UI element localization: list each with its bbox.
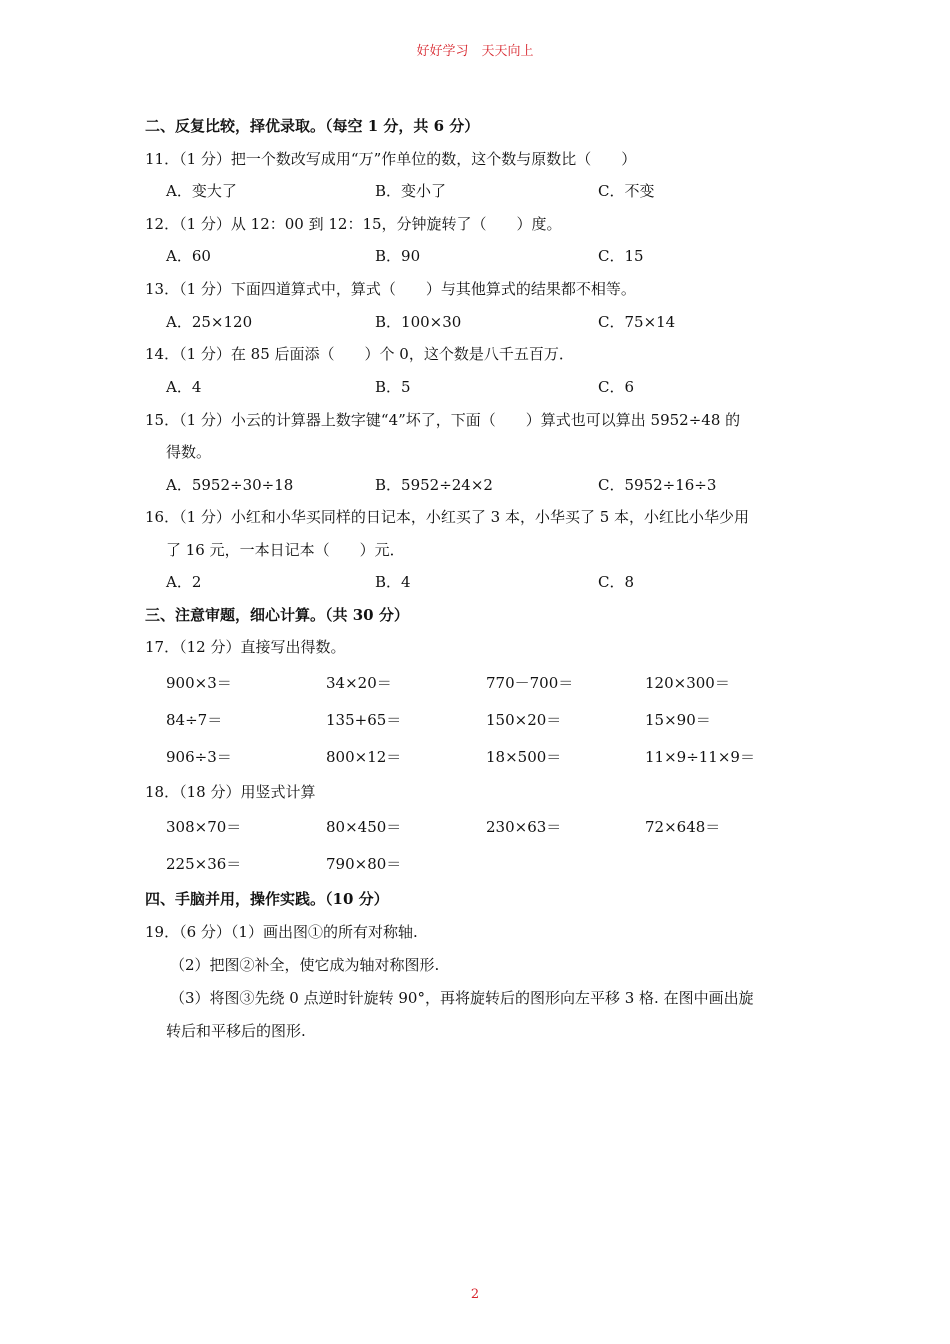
question-11: 11．（1 分）把一个数改写成用“万”作单位的数，这个数与原数比（ ） [145,150,637,168]
q12-option-c: C．15 [598,247,644,265]
q17-item: 150×20＝ [486,711,562,729]
q12-option-a: A．60 [166,247,211,265]
q18-item: 72×648＝ [645,818,721,836]
q17-item: 34×20＝ [326,674,392,692]
q17-item: 18×500＝ [486,748,562,766]
q18-item: 790×80＝ [326,855,402,873]
q13-option-a: A．25×120 [166,313,253,331]
q14-option-c: C．6 [598,378,635,396]
q16-option-b: B．4 [375,573,411,591]
question-19-line-1: 19．（6 分）（1）画出图①的所有对称轴. [145,923,418,941]
q13-option-b: B．100×30 [375,313,462,331]
q17-item: 800×12＝ [326,748,402,766]
q14-option-b: B．5 [375,378,411,396]
question-16-line-2: 了 16 元，一本日记本（ ）元． [166,541,405,559]
q18-item: 230×63＝ [486,818,562,836]
question-19-line-2: （2）把图②补全，使它成为轴对称图形. [170,956,440,974]
question-15-line-2: 得数。 [166,443,212,461]
question-18: 18．（18 分）用竖式计算 [145,783,316,801]
q17-item: 120×300＝ [645,674,730,692]
section-4-title: 四、手脑并用，操作实践。（10 分） [145,890,389,908]
q13-option-c: C．75×14 [598,313,676,331]
q11-option-a: A．变大了 [166,182,237,200]
q18-item: 80×450＝ [326,818,402,836]
q17-item: 770－700＝ [486,674,574,692]
question-13: 13．（1 分）下面四道算式中，算式（ ）与其他算式的结果都不相等。 [145,280,636,298]
q17-item: 84÷7＝ [166,711,223,729]
q17-item: 135+65＝ [326,711,402,729]
question-14: 14．（1 分）在 85 后面添（ ）个 0，这个数是八千五百万． [145,345,574,363]
page-header: 好好学习 天天向上 [416,44,534,59]
q16-option-c: C．8 [598,573,635,591]
q12-option-b: B．90 [375,247,421,265]
q15-option-b: B．5952÷24×2 [375,476,493,494]
q16-option-a: A．2 [166,573,202,591]
question-15-line-1: 15．（1 分）小云的计算器上数字键“4”坏了，下面（ ）算式也可以算出 5952÷48 的 [145,411,741,429]
q17-item: 900×3＝ [166,674,232,692]
question-16-line-1: 16．（1 分）小红和小华买同样的日记本，小红买了 3 本，小华买了 5 本，小红比小华少用 [145,508,750,526]
q18-item: 225×36＝ [166,855,242,873]
q18-item: 308×70＝ [166,818,242,836]
q17-item: 15×90＝ [645,711,711,729]
q11-option-b: B．变小了 [375,182,447,200]
q15-option-a: A．5952÷30÷18 [166,476,294,494]
page-number: 2 [470,1287,480,1302]
question-19-line-4: 转后和平移后的图形. [166,1022,306,1040]
section-3-title: 三、注意审题，细心计算。（共 30 分） [145,606,409,624]
q15-option-c: C．5952÷16÷3 [598,476,717,494]
section-2-title: 二、反复比较，择优录取。（每空 1 分，共 6 分） [145,117,480,135]
question-12: 12．（1 分）从 12：00 到 12：15，分钟旋转了（ ）度。 [145,215,562,233]
q11-option-c: C．不变 [598,182,655,200]
q17-item: 906÷3＝ [166,748,232,766]
question-19-line-3: （3）将图③先绕 0 点逆时针旋转 90°，再将旋转后的图形向左平移 3 格. 在图中画出旋 [170,989,754,1007]
q17-item: 11×9÷11×9＝ [645,748,755,766]
q14-option-a: A．4 [166,378,202,396]
question-17: 17．（12 分）直接写出得数。 [145,638,346,656]
